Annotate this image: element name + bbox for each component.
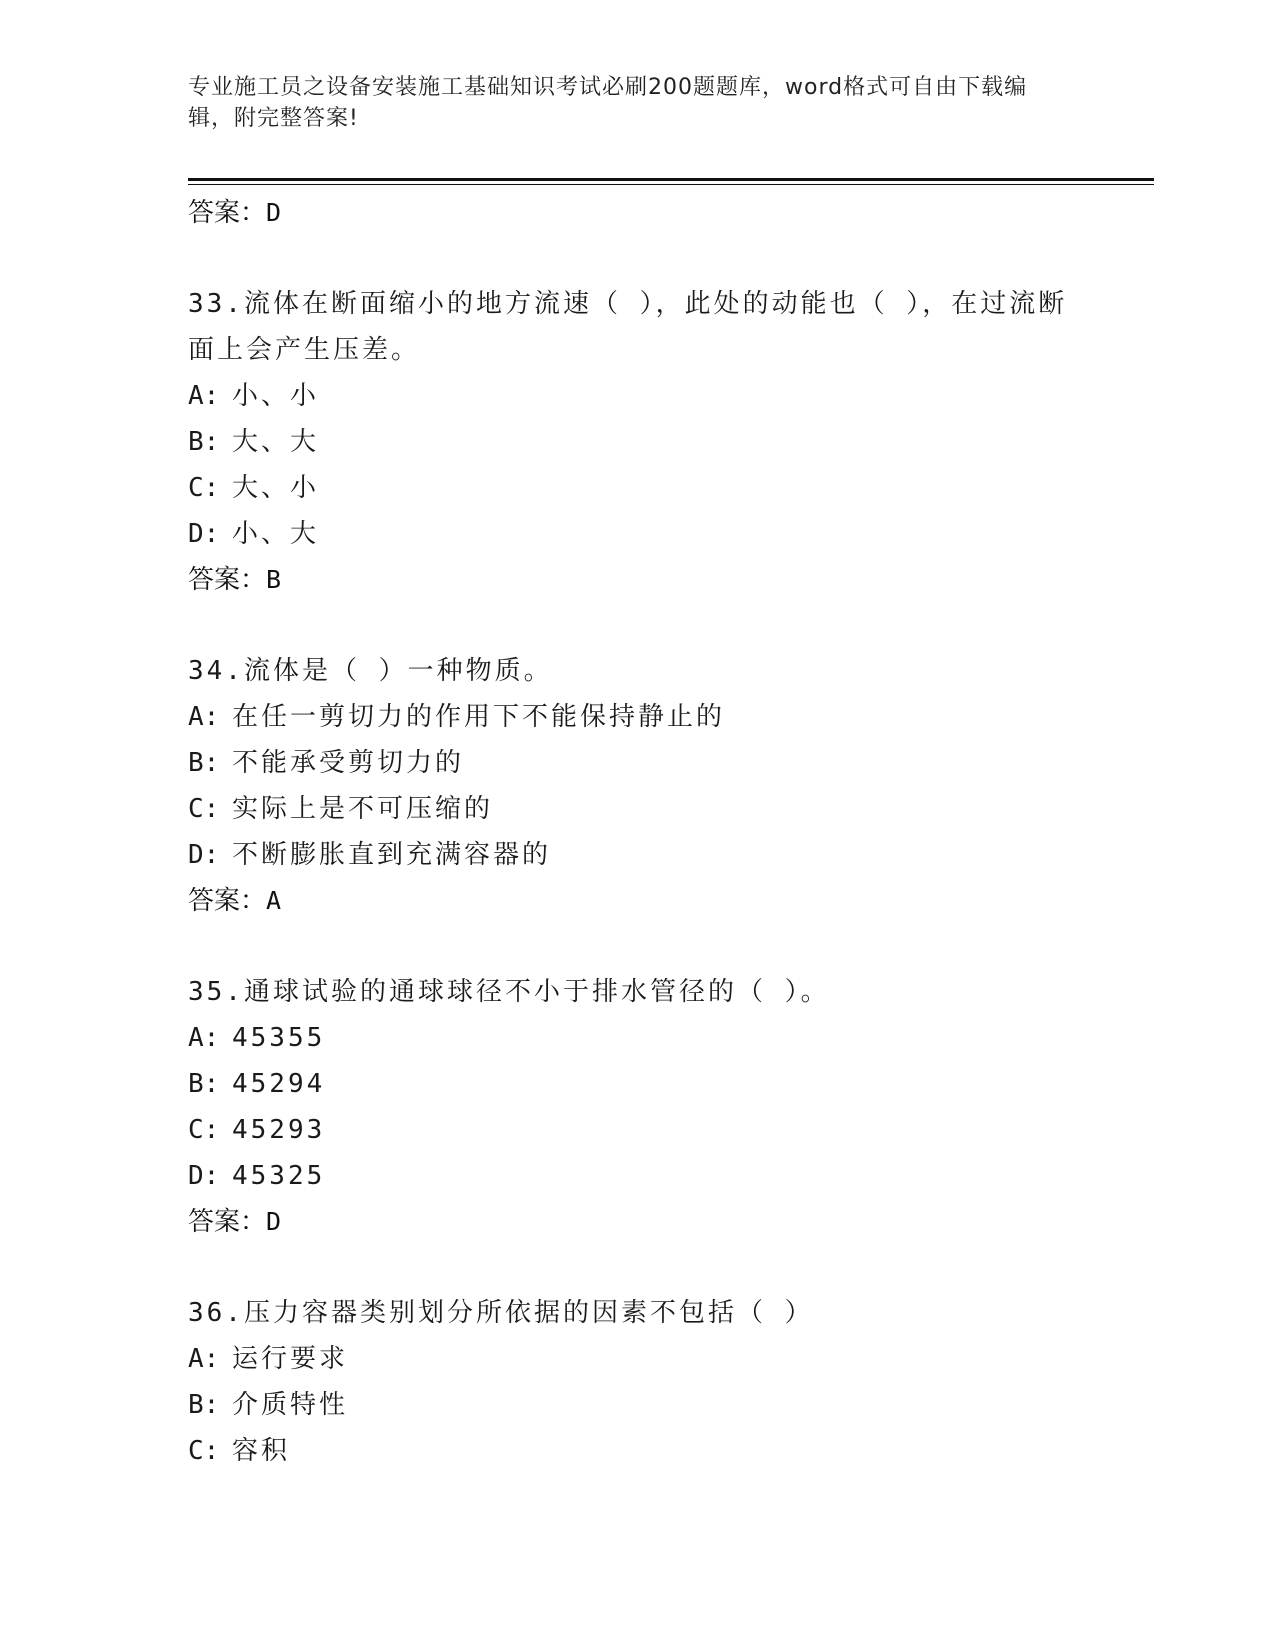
answer-value: D (266, 198, 282, 227)
option-text: 容积 (232, 1436, 291, 1466)
option-letter: A: (188, 1344, 220, 1374)
answer-34 (188, 878, 1088, 924)
option-b (188, 1061, 1088, 1107)
header-divider-thick (188, 178, 1154, 181)
option-text: 不断膨胀直到充满容器的 (232, 840, 552, 870)
question-text: 流体是（ ）一种物质。 (243, 656, 553, 686)
option-text: 不能承受剪切力的 (232, 748, 465, 778)
option-d (188, 1153, 1088, 1199)
answer-label: 答案： (188, 198, 267, 228)
option-letter: D: (188, 840, 220, 870)
answer-label: 答案： (188, 1207, 267, 1237)
option-text: 实际上是不可压缩的 (232, 794, 494, 824)
option-a (188, 1336, 1088, 1382)
option-text: 45293 (232, 1115, 326, 1145)
question-35 (188, 969, 1088, 1015)
document-header: 专业施工员之设备安装施工基础知识考试必刷200题题库，word格式可自由下载编辑，附完整答案! (188, 75, 1028, 131)
option-letter: B: (188, 427, 220, 457)
option-text: 在任一剪切力的作用下不能保持静止的 (232, 702, 726, 732)
option-a (188, 373, 1088, 419)
option-letter: C: (188, 473, 220, 503)
question-34 (188, 648, 1088, 694)
answer-value: A (266, 886, 282, 915)
option-text: 介质特性 (232, 1390, 349, 1420)
question-text: 流体在断面缩小的地方流速（ ），此处的动能也（ ），在过流断面上会产生压差。 (188, 289, 1068, 365)
option-letter: A: (188, 381, 220, 411)
answer-label: 答案： (188, 565, 267, 595)
option-letter: B: (188, 1390, 220, 1420)
option-a (188, 1015, 1088, 1061)
option-text: 运行要求 (232, 1344, 349, 1374)
option-text: 45294 (232, 1069, 326, 1099)
answer-33 (188, 557, 1088, 603)
option-d (188, 511, 1088, 557)
option-letter: D: (188, 1161, 220, 1191)
answer-label: 答案： (188, 886, 267, 916)
option-letter: C: (188, 1115, 220, 1145)
option-text: 小、小 (232, 381, 320, 411)
option-b (188, 419, 1088, 465)
question-36 (188, 1290, 1088, 1336)
option-b (188, 1382, 1088, 1428)
option-letter: A: (188, 702, 220, 732)
answer-value: B (266, 565, 282, 594)
option-c (188, 1428, 1088, 1474)
question-33 (188, 281, 1088, 373)
option-d (188, 832, 1088, 878)
question-text: 通球试验的通球球径不小于排水管径的（ ）。 (243, 977, 830, 1007)
option-text: 45355 (232, 1023, 326, 1053)
option-c (188, 1107, 1088, 1153)
header-divider-thin (188, 184, 1154, 185)
option-letter: C: (188, 1436, 220, 1466)
option-c (188, 465, 1088, 511)
option-letter: B: (188, 1069, 220, 1099)
question-text: 压力容器类别划分所依据的因素不包括（ ） (243, 1298, 814, 1328)
answer-35 (188, 1199, 1088, 1245)
question-number: 34. (188, 656, 244, 686)
option-text: 大、小 (232, 473, 320, 503)
option-letter: C: (188, 794, 220, 824)
question-number: 36. (188, 1298, 244, 1328)
answer-value: D (266, 1207, 282, 1236)
question-number: 35. (188, 977, 244, 1007)
option-a (188, 694, 1088, 740)
question-list (188, 190, 1088, 1474)
question-number: 33. (188, 289, 244, 319)
option-b (188, 740, 1088, 786)
option-text: 大、大 (232, 427, 320, 457)
previous-answer (188, 190, 1088, 236)
option-letter: D: (188, 519, 220, 549)
option-letter: A: (188, 1023, 220, 1053)
option-text: 45325 (232, 1161, 326, 1191)
option-letter: B: (188, 748, 220, 778)
option-c (188, 786, 1088, 832)
option-text: 小、大 (232, 519, 320, 549)
